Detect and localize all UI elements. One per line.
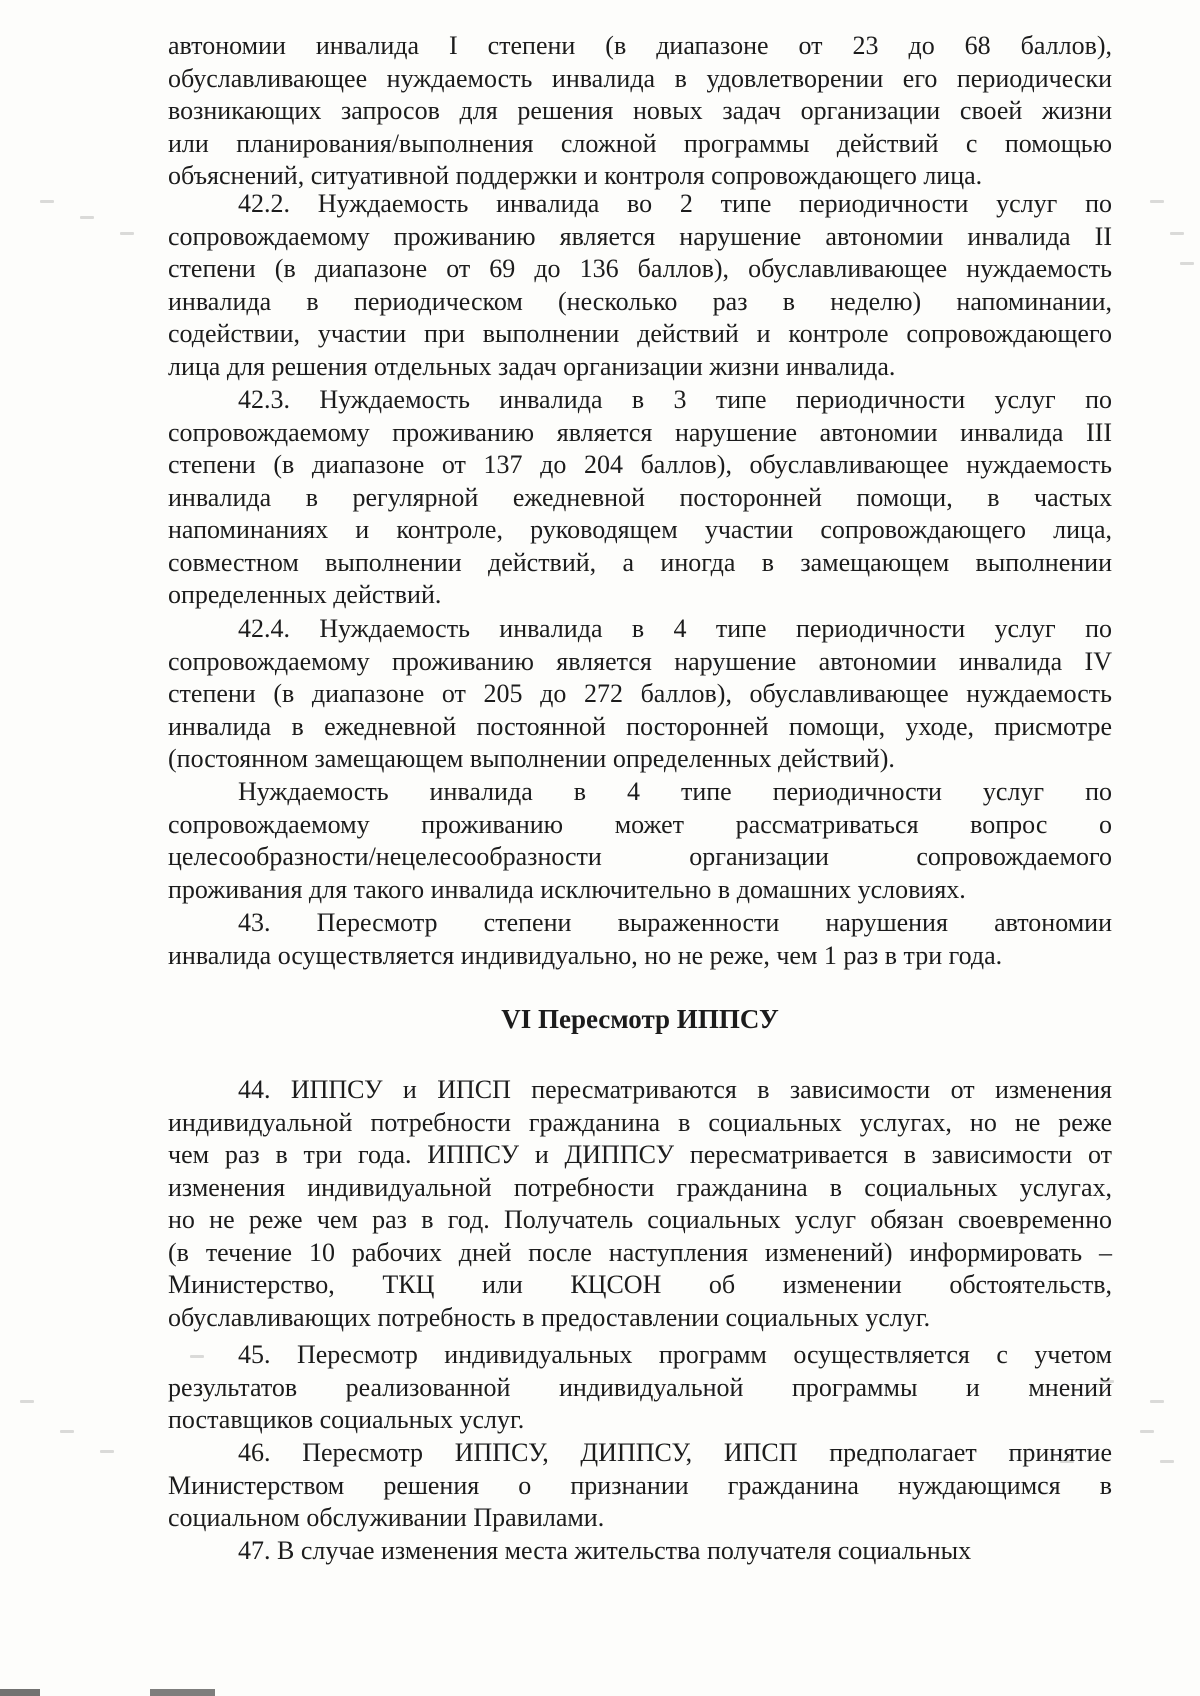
text-line: 44. ИППСУ и ИПСП пересматриваются в зависимости от изменения (238, 1075, 1112, 1104)
text-line: обуславливающих потребность в предоставлении социальных услуг. (168, 1302, 931, 1332)
text-line: 45. Пересмотр индивидуальных программ осуществляется с учетом (238, 1340, 1112, 1369)
section-heading: VI Пересмотр ИППСУ (501, 1004, 779, 1034)
text-line: результатов реализованной индивидуальной программы и мнений (168, 1372, 1112, 1402)
text-line: степени (в диапазоне от 137 до 204 баллов), обуславливающее нуждаемость (168, 450, 1112, 479)
text-line: сопровождаемому проживанию является нарушение автономии инвалида IV (168, 646, 1112, 676)
scan-noise (120, 232, 134, 235)
text-line: степени (в диапазоне от 205 до 272 баллов), обуславливающее нуждаемость (168, 679, 1112, 708)
text-line: совместном выполнении действий, а иногда в замещающем выполнении (168, 547, 1112, 577)
text-line: возникающих запросов для решения новых задач организации своей жизни (168, 96, 1112, 125)
scan-noise (1180, 262, 1194, 265)
text-line: целесообразности/нецелесообразности организации сопровождаемого (168, 842, 1112, 871)
scan-noise (1160, 1460, 1174, 1463)
scan-noise (1100, 1380, 1114, 1383)
text-line: социальном обслуживании Правилами. (168, 1503, 605, 1532)
scan-noise (40, 200, 54, 203)
text-line: 47. В случае изменения места жительства получателя социальных (238, 1536, 972, 1565)
scan-noise (1150, 1400, 1164, 1403)
text-line: 43. Пересмотр степени выраженности нарушения автономии (238, 908, 1112, 937)
scan-noise (1170, 232, 1184, 235)
text-line: Министерство, ТКЦ или КЦСОН об изменении обстоятельств, (168, 1270, 1112, 1299)
text-line: (постоянном замещающем выполнении определенных действий). (168, 744, 895, 773)
text-line: или планирования/выполнения сложной программы действий с помощью (168, 128, 1112, 158)
text-line: объяснений, ситуативной поддержки и контроля сопровождающего лица. (168, 161, 983, 190)
scan-noise (20, 1400, 34, 1403)
scan-noise (60, 1430, 74, 1433)
scan-noise (1060, 1460, 1074, 1463)
text-line: определенных действий. (168, 580, 442, 609)
text-line: инвалида в периодическом (несколько раз в неделю) напоминании, (168, 286, 1112, 316)
scan-edge-artifact (0, 1689, 1200, 1696)
text-line: изменения индивидуальной потребности гражданина в социальных услугах, (168, 1172, 1112, 1202)
text-line: (в течение 10 рабочих дней после наступления изменений) информировать – (168, 1237, 1112, 1267)
text-line: чем раз в три года. ИППСУ и ДИППСУ пересматривается в зависимости от (168, 1140, 1112, 1169)
text-line: Нуждаемость инвалида в 4 типе периодичности услуг по (238, 777, 1112, 806)
text-line: 42.4. Нуждаемость инвалида в 4 типе периодичности услуг по (238, 614, 1112, 643)
text-line: сопровождаемому проживанию является нарушение автономии инвалида II (168, 221, 1112, 251)
scan-noise (1150, 200, 1164, 203)
text-line: напоминаниях и контроле, руководящем участии сопровождающего лица, (168, 515, 1112, 544)
scan-noise (190, 1355, 204, 1358)
text-line: сопровождаемому проживанию является нарушение автономии инвалида III (168, 417, 1112, 447)
text-line: проживания для такого инвалида исключительно в домашних условиях. (168, 874, 966, 904)
text-line: степени (в диапазоне от 69 до 136 баллов), обуславливающее нуждаемость (168, 254, 1112, 283)
scan-noise (1140, 1430, 1154, 1433)
text-line: но не реже чем раз в год. Получатель социальных услуг обязан своевременно (168, 1205, 1112, 1234)
scan-noise (100, 1450, 114, 1453)
text-line: поставщиков социальных услуг. (168, 1405, 525, 1434)
text-line: индивидуальной потребности гражданина в социальных услугах, но не реже (168, 1107, 1112, 1137)
text-line: автономии инвалида I степени (в диапазоне от 23 до 68 баллов), (168, 31, 1112, 60)
text-line: 42.2. Нуждаемость инвалида во 2 типе периодичности услуг по (238, 189, 1112, 218)
text-line: инвалида в регулярной ежедневной посторонней помощи, в частых (168, 482, 1112, 512)
text-line: обуславливающее нуждаемость инвалида в удовлетворении его периодически (168, 63, 1112, 93)
text-line: 46. Пересмотр ИППСУ, ДИППСУ, ИПСП предполагает принятие (238, 1438, 1112, 1467)
text-line: сопровождаемому проживанию может рассматриваться вопрос о (168, 809, 1112, 839)
scan-noise (80, 216, 94, 219)
text-line: инвалида в ежедневной постоянной посторонней помощи, уходе, присмотре (168, 711, 1112, 741)
text-line: лица для решения отдельных задач организации жизни инвалида. (168, 351, 896, 381)
text-line: содействии, участии при выполнении действий и контроле сопровождающего (168, 319, 1112, 348)
text-line: инвалида осуществляется индивидуально, но не реже, чем 1 раз в три года. (168, 940, 1003, 970)
text-line: Министерством решения о признании гражданина нуждающимся в (168, 1470, 1112, 1500)
text-line: 42.3. Нуждаемость инвалида в 3 типе периодичности услуг по (238, 385, 1112, 414)
